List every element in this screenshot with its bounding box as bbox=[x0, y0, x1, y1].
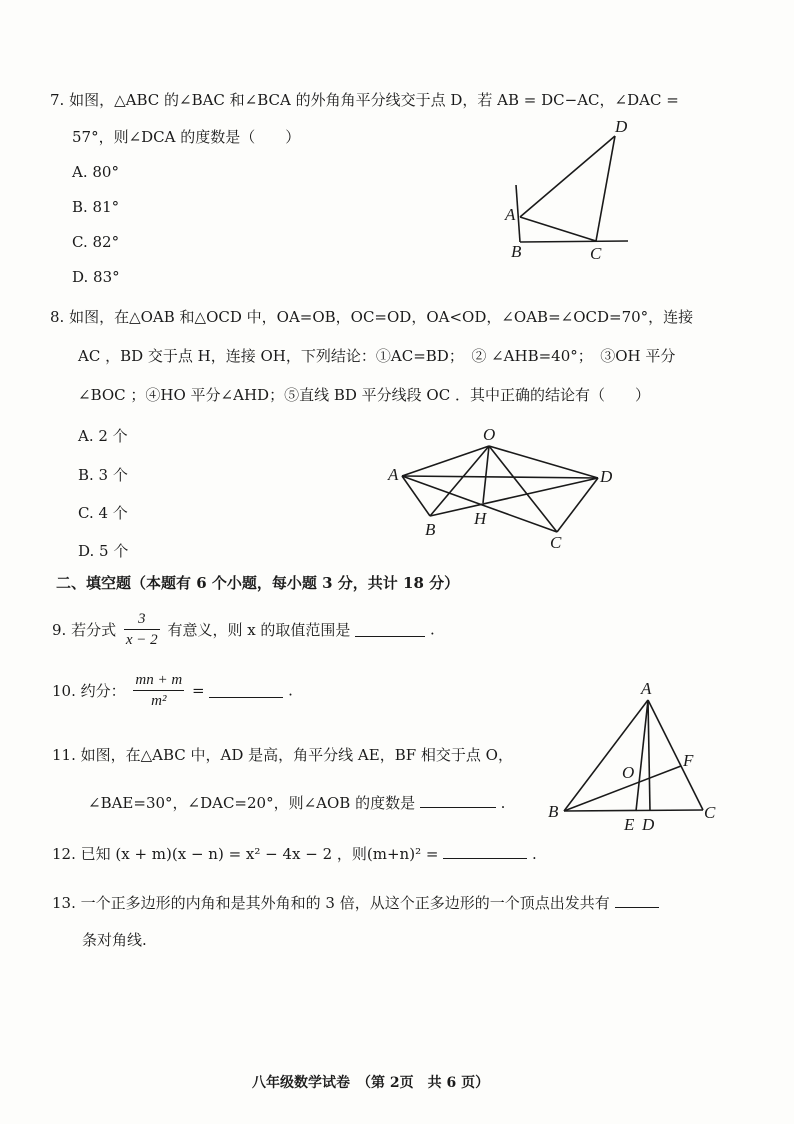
q7-line2: 57°，则∠DCA 的度数是（ ） bbox=[72, 128, 301, 146]
q11-label-f: F bbox=[683, 751, 694, 770]
q8-label-b: B bbox=[425, 520, 436, 539]
q9-prefix: 9. 若分式 bbox=[52, 621, 117, 639]
q11-answer-blank[interactable] bbox=[420, 793, 496, 808]
q7-option-b: B. 81° bbox=[72, 198, 120, 216]
q8-option-b: B. 3 个 bbox=[78, 466, 128, 484]
q11-seg-bc bbox=[564, 810, 703, 811]
q9-suffix: 有意义，则 x 的取值范围是 bbox=[167, 621, 351, 639]
q7-option-d: D. 83° bbox=[72, 268, 120, 286]
q11-label-e: E bbox=[624, 815, 635, 834]
q8-line1: 8. 如图，在△OAB 和△OCD 中，OA=OB，OC=OD，OA<OD，∠OAB=∠OCD=70°，连接 bbox=[50, 308, 694, 326]
q9-row bbox=[52, 609, 435, 650]
section2-heading-row bbox=[56, 572, 459, 593]
q9-frac-num: 3 bbox=[124, 609, 160, 630]
q7-seg-ac bbox=[520, 217, 596, 241]
q7-seg-dc bbox=[596, 136, 615, 241]
q10-equals: = bbox=[191, 681, 205, 700]
q9-frac-den: x − 2 bbox=[125, 632, 158, 648]
q8-label-d: D bbox=[600, 467, 613, 486]
q11-seg-ac bbox=[648, 700, 703, 810]
q8-label-o: O bbox=[483, 425, 496, 444]
q8-option-a: A. 2 个 bbox=[78, 427, 128, 445]
page-footer: 八年级数学试卷 （第 2页 共 6 页） bbox=[252, 1075, 490, 1091]
q7-label-b: B bbox=[511, 242, 522, 261]
q11-seg-ad bbox=[648, 700, 650, 811]
q7-line1: 7. 如图，△ABC 的∠BAC 和∠BCA 的外角角平分线交于点 D，若 AB = DC−AC，∠DAC = bbox=[50, 91, 679, 109]
q7-option-a: A. 80° bbox=[72, 163, 119, 181]
q7-seg-ad bbox=[520, 136, 615, 217]
q10-fraction bbox=[133, 670, 184, 711]
q11-seg-ae bbox=[636, 700, 648, 811]
q9-end: . bbox=[430, 620, 435, 639]
q11-line2: ∠BAE=30°，∠DAC=20°，则∠AOB 的度数是 bbox=[88, 794, 416, 812]
q8-line2: AC ，BD 交于点 H，连接 OH，下列结论：①AC=BD； ② ∠AHB=40°； ③OH 平分 bbox=[78, 347, 676, 365]
q12-answer-blank[interactable] bbox=[443, 844, 527, 859]
q7-label-d: D bbox=[615, 117, 628, 136]
q8-seg-ab bbox=[402, 476, 430, 516]
section2-heading: 二、填空题 bbox=[56, 574, 132, 592]
q10-frac-num: mn + m bbox=[133, 670, 184, 691]
q11-label-c: C bbox=[704, 803, 716, 822]
q10-end: . bbox=[288, 681, 293, 700]
q7-seg-ext-ab bbox=[516, 185, 520, 242]
q13-answer-blank[interactable] bbox=[615, 893, 659, 908]
q8-figure bbox=[380, 420, 630, 560]
q9-answer-blank[interactable] bbox=[355, 622, 425, 637]
q10-row bbox=[52, 670, 293, 711]
q8-option-c: C. 4 个 bbox=[78, 504, 128, 522]
q12-row bbox=[52, 843, 537, 864]
q7-figure bbox=[490, 110, 640, 270]
q7-label-a: A bbox=[505, 205, 516, 224]
q8-label-a: A bbox=[388, 465, 399, 484]
q8-seg-ad bbox=[402, 476, 598, 478]
q10-frac-den: m² bbox=[151, 693, 167, 709]
q8-seg-od bbox=[489, 446, 598, 478]
q8-line3: ∠BOC ；④HO 平分∠AHD；⑤直线 BD 平分线段 OC ．其中正确的结论有（ ） bbox=[78, 386, 650, 404]
q12-text: 12. 已知 (x + m)(x − n) = x² − 4x − 2 ，则(m+n)² = bbox=[52, 845, 439, 863]
q11-label-b: B bbox=[548, 802, 559, 821]
q10-answer-blank[interactable] bbox=[209, 683, 283, 698]
section2-note: （本题有 6 个小题，每小题 3 分，共计 18 分） bbox=[131, 574, 460, 592]
q11-end: . bbox=[500, 794, 506, 812]
q12-end: . bbox=[531, 845, 537, 863]
q11-label-o: O bbox=[622, 763, 635, 782]
q11-label-d: D bbox=[642, 815, 655, 834]
q8-option-d: D. 5 个 bbox=[78, 542, 129, 560]
q7-seg-bc-ext bbox=[520, 241, 628, 242]
q13-line1: 13. 一个正多边形的内角和是其外角和的 3 倍，从这个正多边形的一个顶点出发共有 bbox=[52, 894, 610, 912]
q7-option-c: C. 82° bbox=[72, 233, 120, 251]
q11-label-a: A bbox=[641, 679, 652, 698]
q11-figure bbox=[540, 678, 725, 838]
q8-seg-oh bbox=[483, 446, 489, 503]
q10-prefix: 10. 约分： bbox=[52, 682, 126, 700]
q11-line1: 11. 如图，在△ABC 中，AD 是高，角平分线 AE，BF 相交于点 O， bbox=[52, 746, 513, 764]
q9-fraction bbox=[124, 609, 160, 650]
q8-label-c: C bbox=[550, 533, 562, 552]
q13-line1-row bbox=[52, 892, 659, 913]
q13-line2: 条对角线. bbox=[82, 931, 147, 949]
q7-label-c: C bbox=[590, 244, 602, 263]
q8-label-h: H bbox=[474, 509, 487, 528]
q11-line2-row bbox=[88, 792, 505, 813]
